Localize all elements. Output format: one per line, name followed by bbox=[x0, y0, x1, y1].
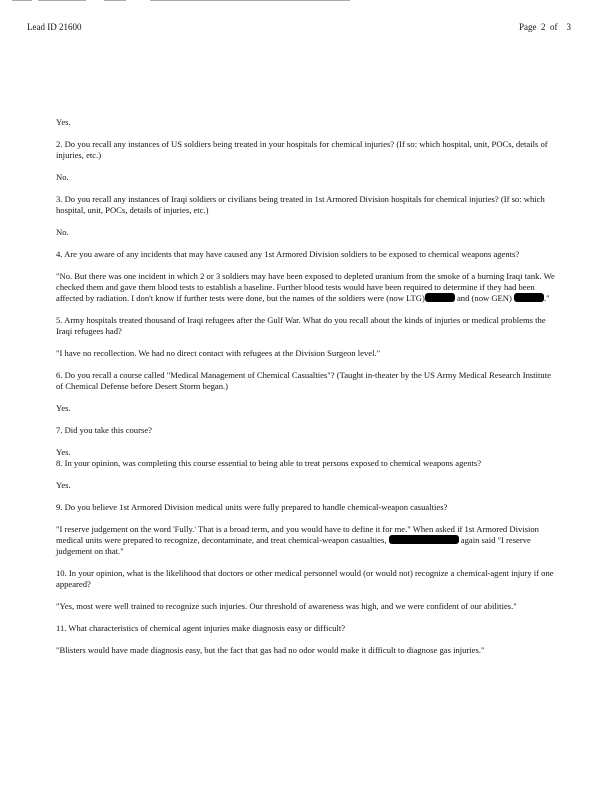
answer-9 bbox=[56, 524, 556, 557]
question-4: 4. Are you aware of any incidents that may have caused any 1st Armored Division soldiers to be exposed to chemical weapons agents? bbox=[56, 249, 520, 259]
answer-5: "I have no recollection. We had no direct contact with refugees at the Division Surgeon level." bbox=[56, 348, 381, 358]
page-label: Page bbox=[519, 22, 537, 32]
question-7: 7. Did you take this course? bbox=[56, 425, 152, 435]
answer-4-text: "No. But there was one incident in which 2 or 3 soldiers may have been exposed to depleted uranium from the smoke of a burning Iraqi tank. We checked them and gave them blood tests to establish a baseline. Further blood tests would have been required to determine if they had been affected by radiation. I don't know if further tests were done, but the names of the soldiers were (now LTG) bbox=[56, 271, 555, 303]
answer-11: "Blisters would have made diagnosis easy, but the fact that gas had no odor would make it difficult to diagnose gas injuries." bbox=[56, 645, 485, 655]
question-2: 2. Do you recall any instances of US soldiers being treated in your hospitals for chemical injuries? (If so: which hospital, unit, POCs, details of injuries, etc.) bbox=[56, 139, 548, 160]
answer-6: Yes. bbox=[56, 403, 71, 413]
answer-10: "Yes, most were well trained to recognize such injuries. Our threshold of awareness was high, and we were confident of our abilities." bbox=[56, 601, 517, 611]
answer-7: Yes. bbox=[56, 447, 71, 457]
redaction-block bbox=[389, 535, 459, 544]
redaction-block bbox=[514, 293, 544, 302]
question-10: 10. In your opinion, what is the likelihood that doctors or other medical personnel would (or would not) recognize a chemical-agent injury if one appeared? bbox=[56, 568, 554, 589]
answer-3: No. bbox=[56, 227, 69, 237]
answer-1: Yes. bbox=[56, 117, 71, 127]
question-8: 8. In your opinion, was completing this course essential to being able to treat persons exposed to chemical weapons agents? bbox=[56, 458, 482, 468]
question-11: 11. What characteristics of chemical agent injuries make diagnosis easy or difficult? bbox=[56, 623, 346, 633]
lead-id: Lead ID 21600 bbox=[27, 22, 82, 32]
interview-body bbox=[56, 117, 556, 667]
header-scan-rule bbox=[104, 0, 126, 1]
page-total: 3 bbox=[566, 22, 571, 32]
question-6: 6. Do you recall a course called "Medical Management of Chemical Casualties"? (Taught in-theater by the US Army Medical Research Institute of Chemical Defense before Desert Storm began.) bbox=[56, 370, 551, 391]
answer-9-text: "I reserve judgement on the word 'Fully.' That is a broad term, and you would have to define it for me." When asked if 1st Armored Division medical units were prepared to recognize, decontaminate, and treat chemical-weapon casualties, bbox=[56, 524, 539, 545]
page-number: 2 bbox=[541, 22, 546, 32]
answer-2: No. bbox=[56, 172, 69, 182]
answer-4-text: and (now GEN) bbox=[454, 293, 515, 303]
page-of-label: of bbox=[550, 22, 558, 32]
question-5: 5. Army hospitals treated thousand of Iraqi refugees after the Gulf War. What do you recall about the kinds of injuries or medical problems the Iraqi refugees had? bbox=[56, 315, 546, 336]
header-scan-rule bbox=[12, 0, 32, 1]
answer-9-text: again said "I reserve judgement on that." bbox=[56, 535, 531, 556]
redaction-block bbox=[425, 293, 455, 302]
answer-4-text: ." bbox=[544, 293, 550, 303]
question-9: 9. Do you believe 1st Armored Division medical units were fully prepared to handle chemical-weapon casualties? bbox=[56, 502, 448, 512]
answer-4 bbox=[56, 271, 556, 304]
header-scan-rule bbox=[38, 0, 86, 1]
header-scan-rule bbox=[150, 0, 350, 1]
page-indicator bbox=[519, 22, 571, 32]
answer-8: Yes. bbox=[56, 480, 71, 490]
question-3: 3. Do you recall any instances of Iraqi soldiers or civilians being treated in 1st Armored Division hospitals for chemical injuries? (If so: which hospital, unit, POCs, details of injuries, etc.) bbox=[56, 194, 545, 215]
